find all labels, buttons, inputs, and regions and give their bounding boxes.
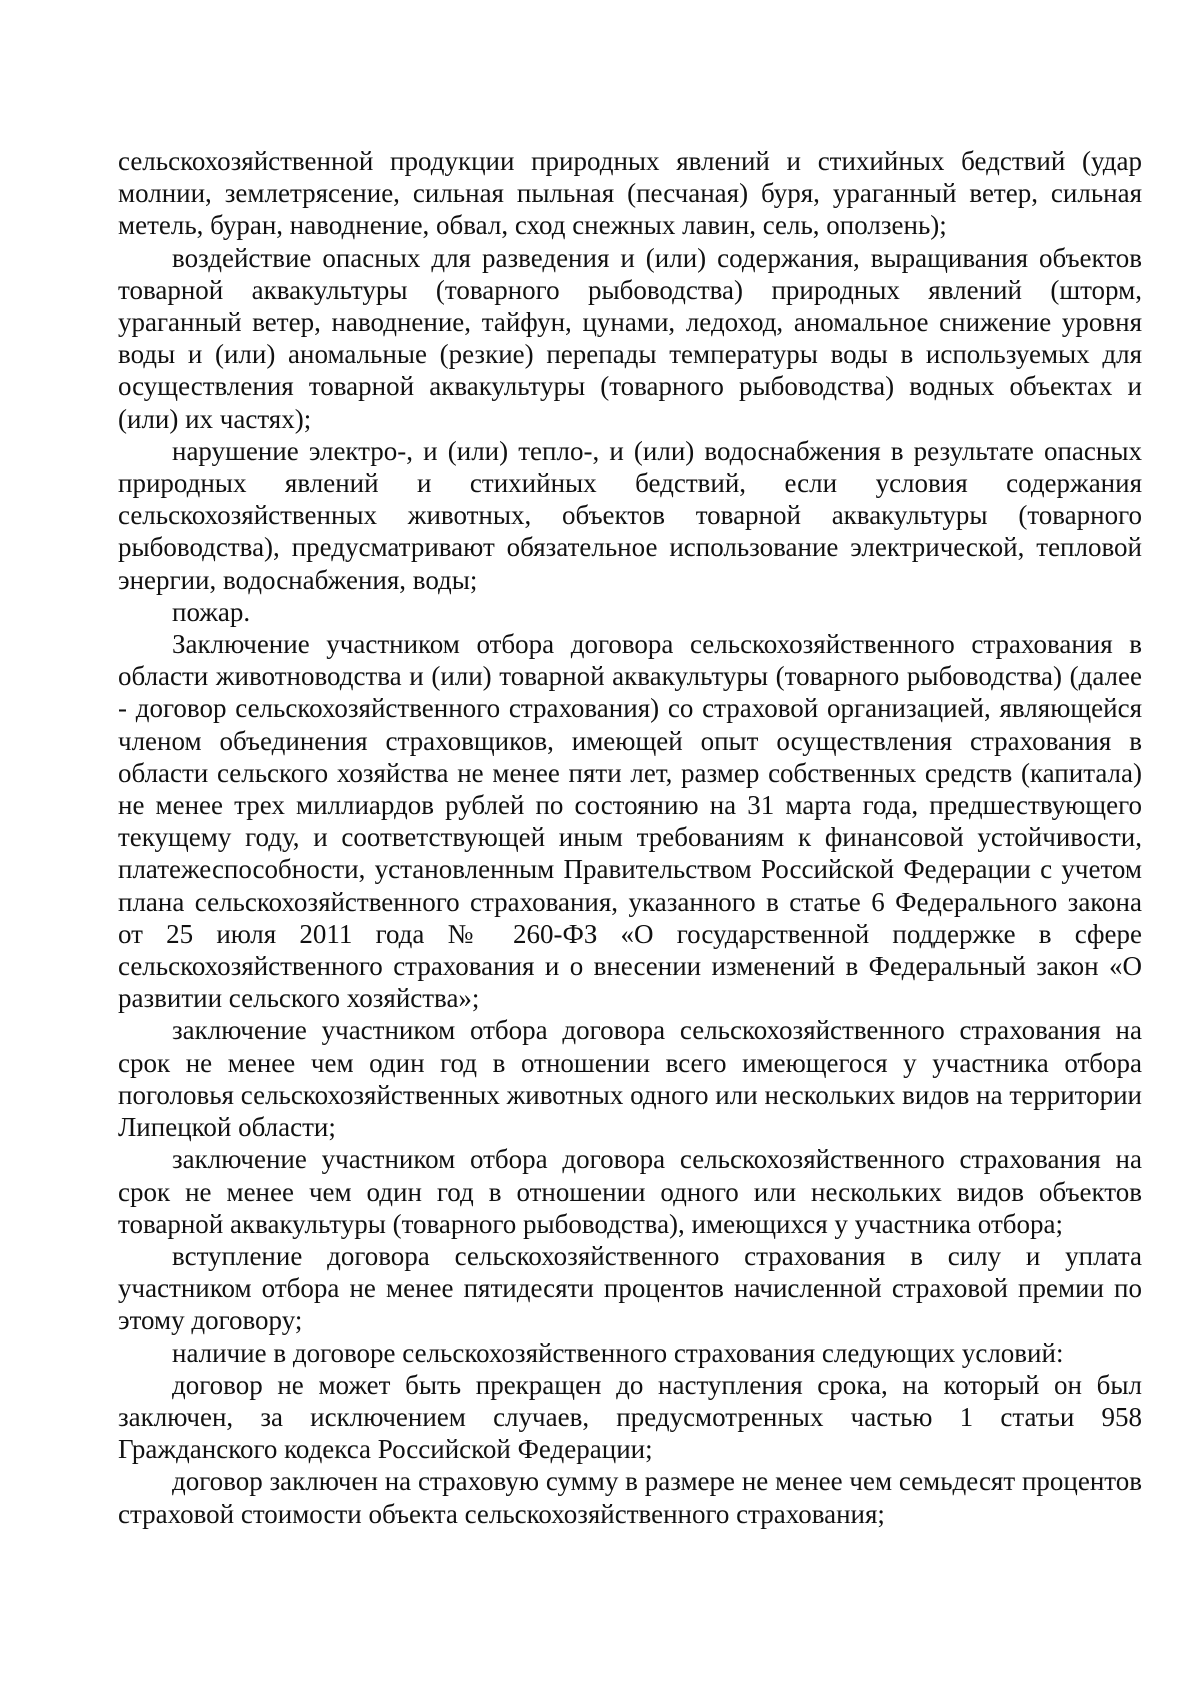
paragraph-no-termination: договор не может быть прекращен до наступления срока, на который он был заключен, за исключением случаев, предусмотренных частью 1 статьи 958 Гражданского кодекса Российской Федерации; bbox=[118, 1369, 1142, 1465]
paragraph-livestock-term: заключение участником отбора договора сельскохозяйственного страхования на срок не менее чем один год в отношении всего имеющегося у участника отбора поголовья сельскохозяйственных животных одного или нескольких видов на территории Липецкой области; bbox=[118, 1015, 1142, 1143]
paragraph-aquaculture-term: заключение участником отбора договора сельскохозяйственного страхования на срок не менее чем один год в отношении одного или нескольких видов объектов товарной аквакультуры (товарного рыбоводства), имеющихся у участника отбора; bbox=[118, 1144, 1142, 1239]
paragraph-continuation: сельскохозяйственной продукции природных явлений и стихийных бедствий (удар молнии, землетрясение, сильная пыльная (песчаная) буря, ураганный ветер, сильная метель, буран, наводнение, обвал, сход снежных лавин, сель, оползень); bbox=[118, 146, 1142, 241]
document-page bbox=[118, 145, 1142, 1530]
paragraph-premium-payment: вступление договора сельскохозяйственного страхования в силу и уплата участником отбора не менее пятидесяти процентов начисленной страховой премии по этому договору; bbox=[118, 1240, 1142, 1336]
paragraph-fire: пожар. bbox=[172, 596, 251, 627]
paragraph-utility-disruption: нарушение электро-, и (или) тепло-, и (или) водоснабжения в результате опасных природных явлений и стихийных бедствий, если условия содержания сельскохозяйственных животных, объектов товарной аквакультуры (товарного рыбоводства), предусматривают обязательное использование электрической, тепловой энергии, водоснабжения, воды; bbox=[118, 435, 1142, 595]
paragraph-insured-sum: договор заключен на страховую сумму в размере не менее чем семьдесят процентов страховой стоимости объекта сельскохозяйственного страхования; bbox=[118, 1466, 1142, 1529]
paragraph-aquaculture-hazards: воздействие опасных для разведения и (или) содержания, выращивания объектов товарной аквакультуры (товарного рыбоводства) природных явлений (шторм, ураганный ветер, наводнение, тайфун, цунами, ледоход, аномальное снижение уровня воды и (или) аномальные (резкие) перепады температуры воды в используемых для осуществления товарной аквакультуры (товарного рыбоводства) водных объектах и (или) их частях); bbox=[118, 242, 1142, 434]
paragraph-contract-conditions: наличие в договоре сельскохозяйственного страхования следующих условий: bbox=[172, 1337, 1064, 1368]
paragraph-insurance-contract: Заключение участником отбора договора сельскохозяйственного страхования в области животноводства и (или) товарной аквакультуры (товарного рыбоводства) (далее - договор сельскохозяйственного страхования) со страховой организацией, являющейся членом объединения страховщиков, имеющей опыт осуществления страхования в области сельского хозяйства не менее пяти лет, размер собственных средств (капитала) не менее трех миллиардов рублей по состоянию на 31 марта года, предшествующего текущему году, и соответствующей иным требованиям к финансовой устойчивости, платежеспособности, установленным Правительством Российской Федерации с учетом плана сельскохозяйственного страхования, указанного в статье 6 Федерального закона от 25 июля 2011 года № 260-ФЗ «О государственной поддержке в сфере сельскохозяйственного страхования и о внесении изменений в Федеральный закон «О развитии сельского хозяйства»; bbox=[118, 629, 1142, 1014]
